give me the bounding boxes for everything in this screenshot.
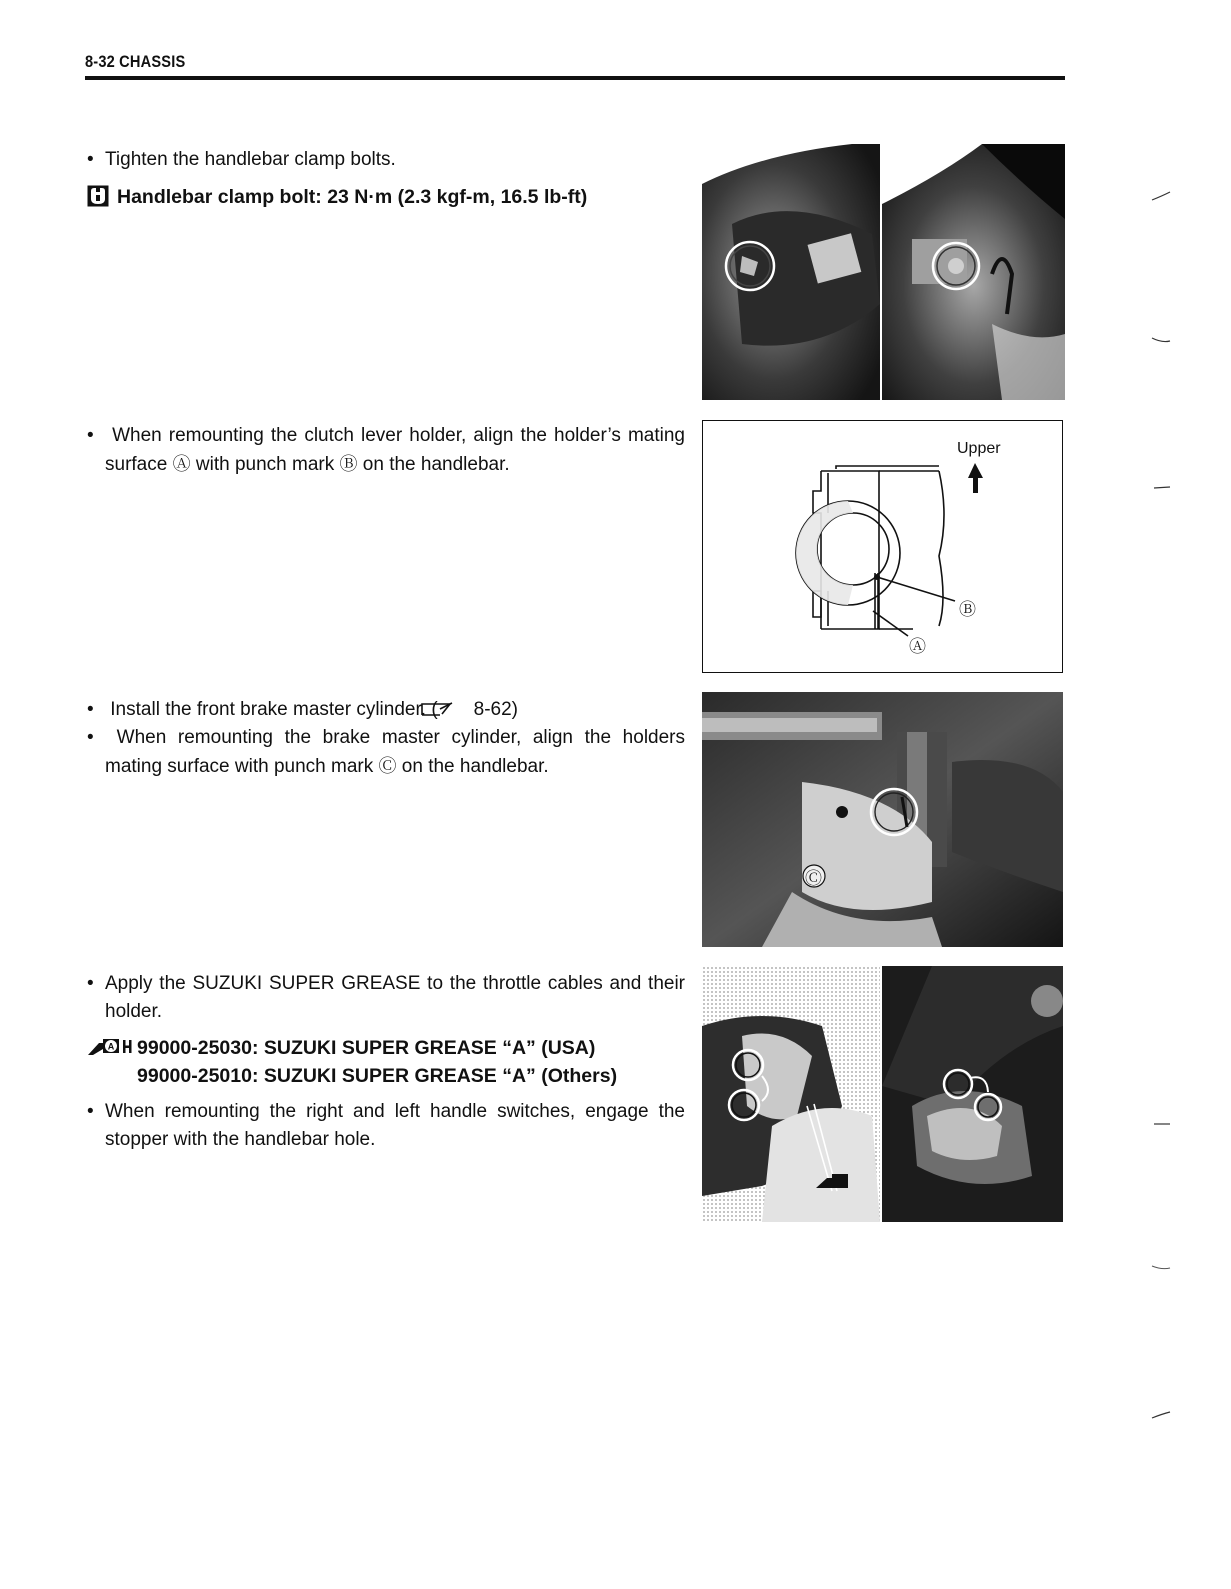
torque-spec-text: Handlebar clamp bolt: 23 N·m (2.3 kgf-m, 16.5 lb-ft)	[117, 186, 588, 208]
step-install-brake-master	[87, 696, 685, 724]
margin-mark	[1150, 1408, 1174, 1422]
svg-text:A: A	[107, 1041, 115, 1052]
grease-spec-usa	[87, 1034, 667, 1062]
upper-label: Upper	[957, 440, 1001, 457]
step-clutch-text-a: When remounting the clutch lever holder, align the holder’s mating surface	[105, 425, 685, 475]
torque-wrench-icon	[87, 185, 109, 207]
diagram-label-b: Ⓑ	[959, 600, 976, 619]
margin-mark	[1150, 334, 1174, 348]
mark-b-label: Ⓑ	[339, 454, 358, 474]
margin-mark	[1150, 482, 1174, 496]
torque-spec	[87, 183, 667, 211]
page-reference-icon	[438, 698, 474, 714]
step-brake-text-b: on the handlebar.	[396, 756, 549, 777]
step-tighten-clamp-bolts: • Tighten the handlebar clamp bolts.	[87, 146, 685, 174]
photo-throttle-holders	[702, 966, 1063, 1222]
grease-a-icon	[87, 1037, 133, 1057]
mark-a-label: Ⓐ	[172, 454, 191, 474]
diagram-label-a: Ⓐ	[909, 637, 926, 656]
margin-mark	[1150, 1118, 1174, 1132]
grease-spec-others: 99000-25010: SUZUKI SUPER GREASE “A” (Others)	[137, 1065, 618, 1087]
step-brake-install-text: Install the front brake master cylinder. (	[110, 699, 438, 720]
diagram-clutch-lever-holder	[702, 420, 1063, 673]
mark-c-label: Ⓒ	[378, 756, 397, 776]
step-clutch-text-c: on the handlebar.	[357, 454, 510, 475]
brake-page-ref: 8-62)	[473, 699, 519, 720]
step-clutch-text-b: with punch mark	[190, 454, 340, 475]
photo-handlebar-clamp-bolts	[702, 144, 1065, 400]
margin-mark	[1150, 1262, 1174, 1276]
photo-brake-master-cylinder	[702, 692, 1063, 947]
step-brake-master-align	[87, 724, 685, 781]
step-brake-text-a: When remounting the brake master cylinder, align the holders mating surface with punch mark	[105, 727, 686, 777]
step-apply-grease: • Apply the SUZUKI SUPER GREASE to the throttle cables and their holder.	[87, 970, 685, 1026]
margin-mark	[1150, 190, 1174, 204]
step-clutch-holder-align	[87, 422, 685, 479]
header-rule	[85, 76, 1065, 80]
page-header	[85, 50, 1065, 78]
grease-spec-usa-text: 99000-25030: SUZUKI SUPER GREASE “A” (USA)	[137, 1037, 596, 1059]
step-engage-stopper: • When remounting the right and left handle switches, engage the stopper with the handlebar hole.	[87, 1098, 685, 1154]
photo-label-c: Ⓒ	[805, 869, 822, 888]
page-label: 8-32 CHASSIS	[85, 52, 186, 71]
